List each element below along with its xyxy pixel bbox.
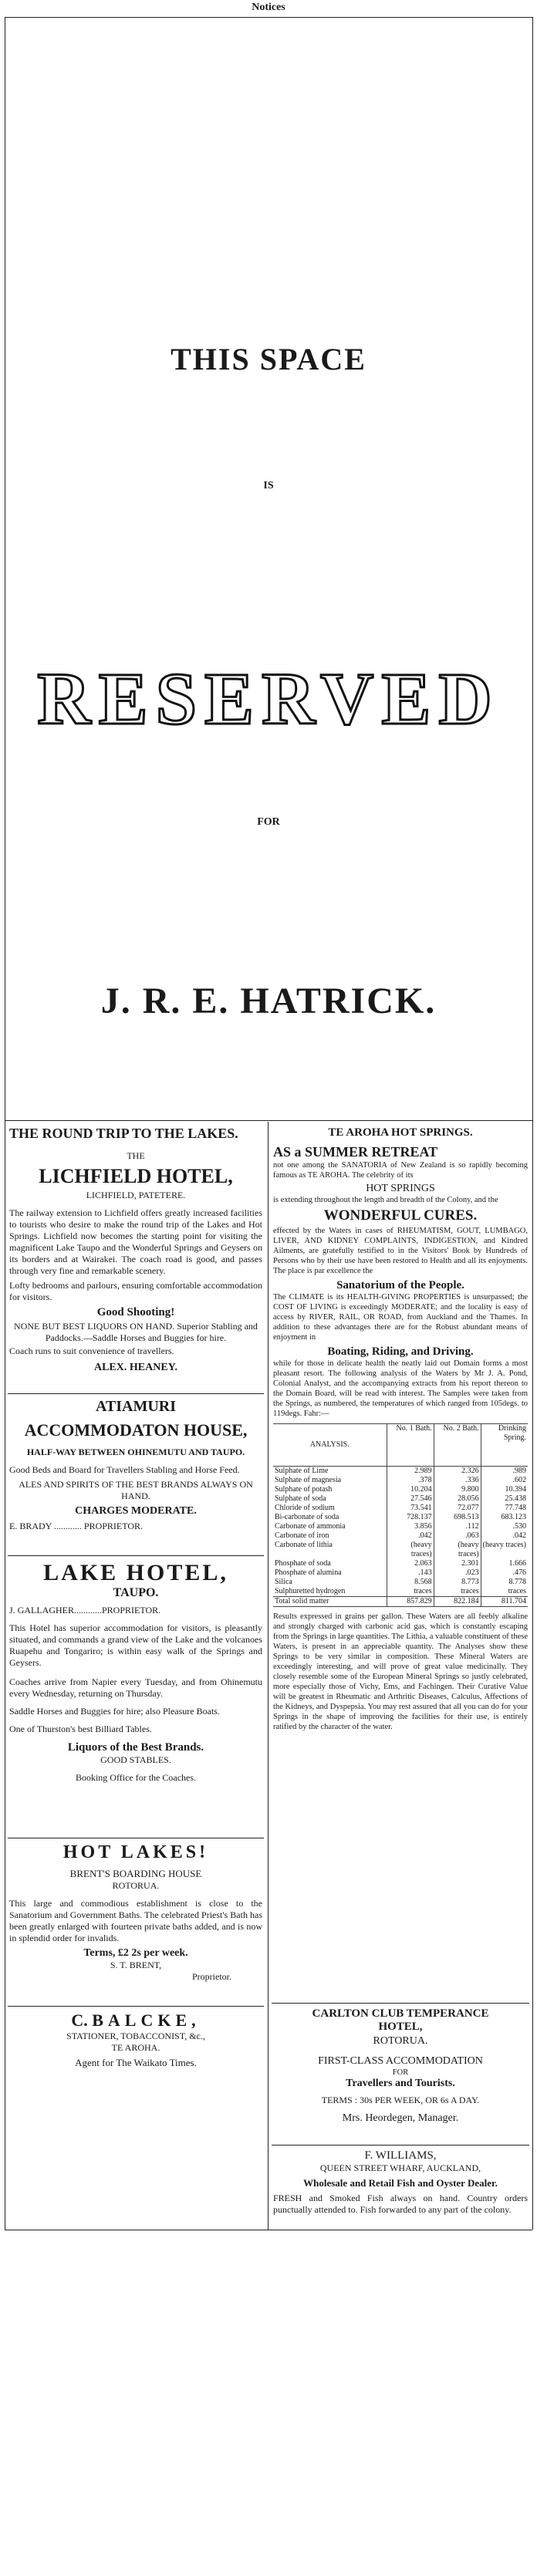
analysis-row-name: Phosphate of soda bbox=[275, 1559, 331, 1568]
analysis-row bbox=[273, 1476, 528, 1485]
balcke-agent: Agent for The Waikato Times. bbox=[75, 2057, 197, 2068]
te-aroha-hot-springs: HOT SPRINGS bbox=[366, 1183, 435, 1194]
analysis-row-value: (heavy traces) bbox=[387, 1541, 434, 1559]
analysis-row bbox=[273, 1504, 528, 1513]
header-rule bbox=[5, 17, 532, 18]
rule-2 bbox=[8, 1555, 264, 1556]
atiamuri-line3: HALF-WAY BETWEEN OHINEMUTU AND TAUPO. bbox=[26, 1447, 245, 1457]
lake-hotel-saddle: Saddle Horses and Buggies for hire; also Pleasure Boats. bbox=[9, 1706, 220, 1717]
analysis-row bbox=[273, 1531, 528, 1541]
lichfield-ad bbox=[9, 1126, 262, 1374]
carlton-terms: TERMS : 30s PER WEEK, OR 6s A DAY. bbox=[321, 2095, 480, 2105]
rule-1 bbox=[8, 1393, 264, 1394]
te-aroha-ad bbox=[273, 1126, 528, 1732]
atiamuri-charges: CHARGES MODERATE. bbox=[75, 1505, 197, 1517]
hot-lakes-house: BRENT'S BOARDING HOUSE bbox=[69, 1868, 202, 1879]
lake-hotel-billiard: One of Thurston's best Billiard Tables. bbox=[9, 1724, 152, 1734]
analysis-row-value: .989 bbox=[481, 1467, 528, 1477]
analysis-row bbox=[273, 1467, 528, 1477]
balcke-town: TE AROHA. bbox=[111, 2042, 160, 2053]
analysis-row-name: Sulphate of soda bbox=[275, 1494, 326, 1503]
te-aroha-title: TE AROHA HOT SPRINGS. bbox=[328, 1126, 473, 1139]
analysis-row bbox=[273, 1578, 528, 1587]
atiamuri-line1: ATIAMURI bbox=[95, 1398, 177, 1415]
williams-trade: Wholesale and Retail Fish and Oyster Dealer. bbox=[303, 2177, 498, 2189]
lake-hotel-body: This Hotel has superior accommodation for visitors, is pleasantly situated, and commands a grand view of the Lake and the volcanoes Ruapehu and Tongariro; is within easy walk of the Springs and Geysers. bbox=[9, 1622, 262, 1668]
analysis-row-value: .112 bbox=[434, 1522, 481, 1531]
analysis-row-value: 683.123 bbox=[481, 1513, 528, 1522]
section-header: Notices bbox=[252, 2, 285, 13]
analysis-row bbox=[273, 1568, 528, 1578]
balcke-name: BALCKE, bbox=[92, 2010, 201, 2030]
lichfield-shooting: Good Shooting! bbox=[96, 1306, 175, 1318]
lake-hotel-proprietor: J. GALLAGHER............PROPRIETOR. bbox=[9, 1605, 161, 1615]
analysis-row-value: .063 bbox=[434, 1531, 481, 1541]
col-head: No. 2 Bath. bbox=[434, 1424, 481, 1467]
analysis-row-value: (heavy traces) bbox=[434, 1541, 481, 1559]
analysis-row-value: .042 bbox=[481, 1531, 528, 1541]
hot-lakes-body: This large and commodious establishment is close to the Sanatorium and Government Baths. The celebrated Priest's Bath has been greatly enlarged with fourteen private baths added, and is now in splendid order for invalids. bbox=[9, 1898, 262, 1943]
analysis-row-value: 10.204 bbox=[387, 1485, 434, 1494]
analysis-row-value: (heavy traces) bbox=[481, 1541, 528, 1559]
lichfield-name: LICHFIELD HOTEL, bbox=[39, 1165, 233, 1187]
analysis-row-value: 3.856 bbox=[387, 1522, 434, 1531]
analysis-row-name: Silica bbox=[275, 1578, 292, 1586]
rule-4 bbox=[8, 2006, 264, 2007]
reserved-line2: IS bbox=[263, 480, 274, 491]
lake-hotel-stables: GOOD STABLES. bbox=[100, 1754, 171, 1765]
lichfield-the: THE bbox=[127, 1150, 145, 1161]
total-value: 822.184 bbox=[434, 1597, 481, 1607]
analysis-row-value: 72.077 bbox=[434, 1504, 481, 1513]
hot-lakes-proprietor: S. T. BRENT, bbox=[110, 1960, 162, 1970]
carlton-town: ROTORUA. bbox=[373, 2035, 428, 2047]
hot-lakes-town: ROTORUA. bbox=[112, 1880, 160, 1891]
analysis-row-name: Sulphate of potash bbox=[275, 1485, 333, 1494]
te-aroha-cures-body: effected by the Waters in cases of RHEUMATISM, GOUT, LUMBAGO, LIVER, AND KIDNEY COMPLAINTS, INDIGESTION, and Kindred Ailments, are gratefully testified to in the Visitors' Book by Hundreds of Persons who by their use have been restored to Health and all its enjoyments. The place is par excellence the bbox=[273, 1227, 528, 1275]
analysis-row-value: 698.513 bbox=[434, 1513, 481, 1522]
analysis-row-value: 2.063 bbox=[387, 1559, 434, 1568]
analysis-row-value: .143 bbox=[387, 1568, 434, 1578]
analysis-row-name: Sulphuretted hydrogen bbox=[275, 1587, 346, 1595]
analysis-row-name: Carbonate of ammonia bbox=[275, 1522, 346, 1531]
analysis-row-value: traces bbox=[481, 1587, 528, 1597]
reserved-word: RESERVED bbox=[37, 657, 500, 740]
analysis-row-name: Phosphate of alumina bbox=[275, 1568, 342, 1577]
williams-addr: QUEEN STREET WHARF, AUCKLAND, bbox=[319, 2162, 481, 2173]
rule-5 bbox=[272, 2003, 529, 2004]
lichfield-liquors: NONE BUT BEST LIQUORS ON HAND. Superior Stabling and Paddocks.—Saddle Horses and Buggies for hire. bbox=[14, 1321, 258, 1343]
analysis-row-name: Sulphate of magnesia bbox=[275, 1476, 342, 1484]
reserved-line1: THIS SPACE bbox=[171, 342, 366, 376]
total-label: Total solid matter bbox=[275, 1597, 329, 1605]
analysis-row-value: 27.546 bbox=[387, 1494, 434, 1504]
total-value: 857.829 bbox=[387, 1597, 434, 1607]
analysis-row-value: 8.568 bbox=[387, 1578, 434, 1587]
lake-hotel-coaches: Coaches arrive from Napier every Tuesday, and from Ohinemutu every Wednesday, returning on Thursday. bbox=[9, 1676, 262, 1699]
hot-lakes-terms: Terms, £2 2s per week. bbox=[83, 1947, 188, 1959]
analysis-row-value: .378 bbox=[387, 1476, 434, 1485]
lake-hotel-booking: Booking Office for the Coaches. bbox=[75, 1772, 197, 1783]
lichfield-body2: Lofty bedrooms and parlours, ensuring comfortable accommodation for visitors. bbox=[9, 1280, 262, 1302]
analysis-row bbox=[273, 1485, 528, 1494]
analysis-row-value: 8.773 bbox=[434, 1578, 481, 1587]
analysis-row bbox=[273, 1494, 528, 1504]
balcke-ad bbox=[9, 2010, 262, 2069]
lichfield-intro: THE ROUND TRIP TO THE LAKES. bbox=[9, 1126, 238, 1141]
analysis-row-name: Carbonate of iron bbox=[275, 1531, 329, 1540]
analysis-row-name: Carbonate of lithia bbox=[275, 1541, 333, 1549]
analysis-row-value: 73.541 bbox=[387, 1504, 434, 1513]
analysis-row bbox=[273, 1522, 528, 1531]
carlton-ad bbox=[273, 2007, 528, 2125]
col-head: No. 1 Bath. bbox=[387, 1424, 434, 1467]
atiamuri-line2: ACCOMMODATON HOUSE, bbox=[24, 1420, 248, 1440]
analysis-row-name: Sulphate of Lime bbox=[275, 1467, 329, 1475]
lake-hotel-liquors: Liquors of the Best Brands. bbox=[67, 1741, 204, 1754]
balcke-trade: STATIONER, TOBACCONIST, &c., bbox=[66, 2031, 205, 2041]
analysis-row-value: .530 bbox=[481, 1522, 528, 1531]
carlton-first: FIRST-CLASS ACCOMMODATION bbox=[318, 2055, 483, 2067]
hot-lakes-name: HOT LAKES! bbox=[62, 1842, 209, 1862]
atiamuri-ales: ALES AND SPIRITS OF THE BEST BRANDS ALWAYS ON HAND. bbox=[19, 1479, 253, 1501]
col-head: Drinking Spring. bbox=[481, 1424, 528, 1467]
analysis-row-value: 2.989 bbox=[387, 1467, 434, 1477]
analysis-row-value: 10.394 bbox=[481, 1485, 528, 1494]
atiamuri-proprietor: E. BRADY ............ PROPRIETOR. bbox=[9, 1521, 144, 1531]
analysis-row-value: .336 bbox=[434, 1476, 481, 1485]
te-aroha-sanatorium: Sanatorium of the People. bbox=[336, 1279, 464, 1291]
analysis-row bbox=[273, 1541, 528, 1559]
analysis-row-value: 1.666 bbox=[481, 1559, 528, 1568]
analysis-row-value: .602 bbox=[481, 1476, 528, 1485]
analysis-row-value: 728.137 bbox=[387, 1513, 434, 1522]
williams-name: F. WILLIAMS, bbox=[364, 2149, 437, 2162]
analysis-row-name: Bi-carbonate of soda bbox=[275, 1513, 339, 1521]
carlton-for: FOR bbox=[392, 2068, 409, 2077]
carlton-manager: Mrs. Heordegen, Manager. bbox=[342, 2112, 459, 2124]
analysis-row-value: .476 bbox=[481, 1568, 528, 1578]
carlton-line2: HOTEL, bbox=[378, 2021, 423, 2033]
analysis-row bbox=[273, 1559, 528, 1568]
analysis-row-value: .023 bbox=[434, 1568, 481, 1578]
lichfield-location: LICHFIELD, PATETERE. bbox=[86, 1190, 186, 1200]
analysis-rows bbox=[273, 1467, 528, 1597]
analysis-row-name: Chloride of sodium bbox=[275, 1504, 335, 1512]
te-aroha-retreat-body: not one among the SANATORIA of New Zealand is so rapidly becoming famous as TE AROHA. The celebrity of its bbox=[273, 1161, 528, 1180]
analysis-row-value: 25.438 bbox=[481, 1494, 528, 1504]
te-aroha-boat-body: while for those in delicate health the neatly laid out Domain forms a most pleasant resort. The following analysis of the Waters by Mr J. A. Pond, Colonial Analyst, and the accompanying extracts from his report thereon to the Domain Board, will be read with interest. The Samples were taken from the Springs, as numbered, the temperatures of which ranged from 105degs. to 119degs. Fahr:— bbox=[273, 1359, 528, 1418]
lake-hotel-ad bbox=[9, 1560, 262, 1784]
total-value: 811.704 bbox=[481, 1597, 528, 1607]
analysis-row-value: 2.326 bbox=[434, 1467, 481, 1477]
te-aroha-boating: Boating, Riding, and Driving. bbox=[327, 1345, 474, 1358]
reserved-for: FOR bbox=[257, 816, 280, 828]
analysis-head: ANALYSIS. bbox=[309, 1440, 350, 1449]
hot-lakes-ad bbox=[9, 1842, 262, 1983]
carlton-line1: CARLTON CLUB TEMPERANCE bbox=[312, 2007, 489, 2020]
analysis-row-value: traces bbox=[434, 1587, 481, 1597]
lake-hotel-name: LAKE HOTEL, bbox=[43, 1560, 228, 1585]
te-aroha-hot-body: is extending throughout the length and breadth of the Colony, and the bbox=[273, 1196, 498, 1204]
reserved-name: J. R. E. HATRICK. bbox=[100, 981, 437, 1021]
ads-top-rule bbox=[5, 1120, 532, 1121]
te-aroha-results: Results expressed in grains per gallon. These Waters are all feebly alkaline and strongly charged with carbonic acid gas, which is constantly escaping from the Springs in large quantities. The Lithia, a valuable constituent of these Waters, is present in an appreciable quantity. The Analyses show these Springs to be very similar in composition. These Mineral Waters are exceedingly interesting, and will prove of great value medicinally. They closely resemble some of the European Mineral Springs so justly celebrated, more especially those of Vichy, Ems, and Fachingen. Their Curative Value will be greatest in Rheumatic and Arthritic Diseases, Calculus, Affections of the Kidneys, and Dyspepsia. You may rest assured that all you can do for your Springs in the shape of improving the facilities for their use, is entirely ratified by the character of the water. bbox=[273, 1612, 528, 1731]
lichfield-proprietor: ALEX. HEANEY. bbox=[93, 1362, 177, 1373]
analysis-row-value: 77.748 bbox=[481, 1504, 528, 1513]
lichfield-body: The railway extension to Lichfield offers greatly increased facilities to tourists who desire to make the round trip of the Lakes and Hot Springs. Lichfield now becomes the starting point for visiting the magnificent Lake Taupo and the Wonderful Springs and Geysers on its borders and at Wairakei. The coach road is good, and passes through very fine and remarkable scenery. bbox=[9, 1207, 262, 1276]
analysis-table bbox=[273, 1423, 528, 1607]
atiamuri-ad bbox=[9, 1398, 262, 1532]
williams-body: FRESH and Smoked Fish always on hand. Country orders punctually attended to. Fish forwarded to any part of the colony. bbox=[273, 2193, 528, 2215]
balcke-initial: C. bbox=[71, 2010, 88, 2030]
williams-ad bbox=[273, 2149, 528, 2216]
te-aroha-wonderful: WONDERFUL CURES. bbox=[323, 1207, 478, 1224]
analysis-row bbox=[273, 1513, 528, 1522]
analysis-row-value: .042 bbox=[387, 1531, 434, 1541]
rule-6 bbox=[272, 2145, 529, 2146]
hot-lakes-proprietor-title: Proprietor. bbox=[192, 1971, 231, 1982]
te-aroha-san-body: The CLIMATE is its HEALTH-GIVING PROPERTIES is unsurpassed; the COST OF LIVING is exceedingly MODERATE; and the locality is easy of access by RIVER, RAIL, OR ROAD, from Auckland and the Thames. In addition to these advantages there are for the Robust abundant means of enjoyment in bbox=[273, 1293, 528, 1342]
lake-hotel-town: TAUPO. bbox=[113, 1586, 159, 1599]
analysis-row-value: 8.778 bbox=[481, 1578, 528, 1587]
analysis-row-value: traces bbox=[387, 1587, 434, 1597]
lichfield-coach: Coach runs to suit convenience of travellers. bbox=[9, 1345, 174, 1356]
analysis-row-value: 9.800 bbox=[434, 1485, 481, 1494]
te-aroha-retreat: AS a SUMMER RETREAT bbox=[273, 1144, 438, 1160]
atiamuri-body: Good Beds and Board for Travellers Stabling and Horse Feed. bbox=[9, 1464, 240, 1475]
analysis-row bbox=[273, 1587, 528, 1597]
analysis-row-value: 2.301 bbox=[434, 1559, 481, 1568]
carlton-travellers: Travellers and Tourists. bbox=[346, 2078, 455, 2089]
analysis-row-value: 28.056 bbox=[434, 1494, 481, 1504]
